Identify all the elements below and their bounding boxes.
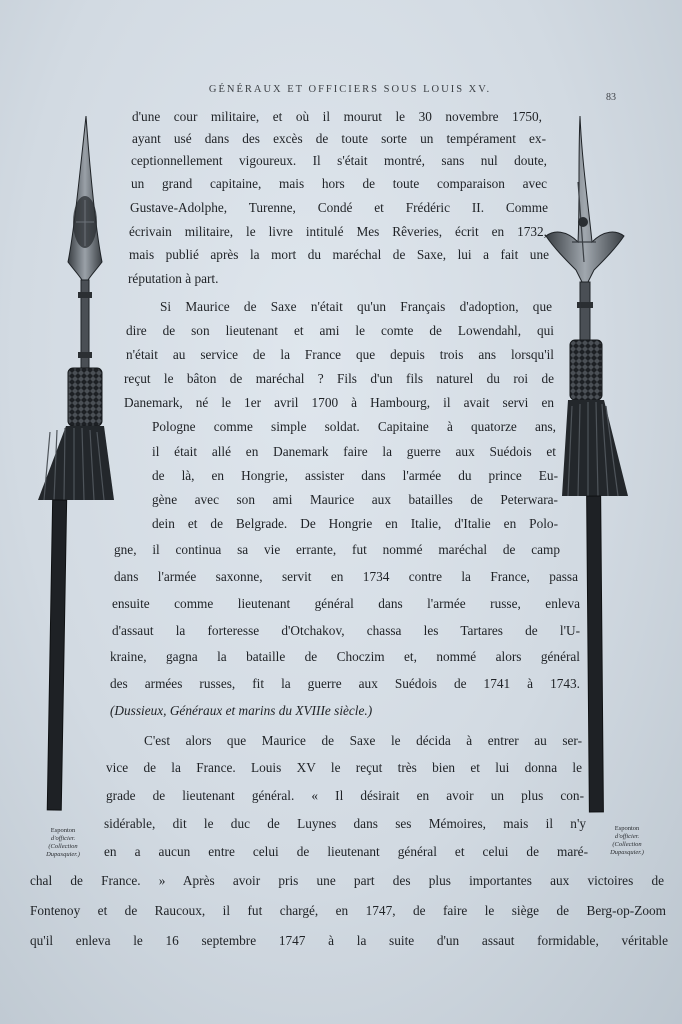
running-title: GÉNÉRAUX ET OFFICIERS SOUS LOUIS XV. xyxy=(208,84,492,95)
text-line: Pologne comme simple soldat. Capitaine à quatorze ans, xyxy=(152,419,556,434)
text-line: (Dussieux, Généraux et marins du XVIIIe siècle.) xyxy=(110,703,373,718)
text-line: kraine, gagna la bataille de Choczim et, nommé alors général xyxy=(110,649,580,664)
right-caption-owner: Dupasquier.) xyxy=(610,849,644,856)
right-spear-tassel xyxy=(562,340,628,496)
text-line: grade de lieutenant général. « Il désirait en avoir un plus con- xyxy=(106,788,584,803)
text-line: Si Maurice de Saxe n'était qu'un Français d'adoption, que xyxy=(160,299,552,314)
right-spear-shaft xyxy=(587,496,604,812)
text-line: des armées russes, fit la guerre aux Suédois de 1741 à 1743. xyxy=(110,676,580,691)
text-line: d'une cour militaire, et où il mourut le 30 novembre 1750, xyxy=(132,109,542,124)
text-line: ayant usé dans des excès de toute sorte un tempérament ex- xyxy=(132,131,546,146)
text-line: ensuite comme lieutenant général dans l'armée russe, enleva xyxy=(112,596,580,611)
left-caption xyxy=(28,827,98,859)
text-line: reçut le bâton de maréchal ? Fils d'un fils naturel du roi de xyxy=(124,371,554,386)
text-line: un grand capitaine, mais hors de toute comparaison avec xyxy=(131,176,547,191)
text-line: vice de la France. Louis XV le reçut très bien et lui donna le xyxy=(106,760,582,775)
left-caption-name: Esponton xyxy=(50,827,76,834)
text-line: il était allé en Danemark faire la guerre aux Suédois et xyxy=(152,444,556,459)
right-spear-blade xyxy=(546,116,624,282)
text-line: écrivain militaire, le livre intitulé Mes Rêveries, écrit en 1732, xyxy=(129,224,547,239)
text-line: n'était au service de la France que depuis trois ans lorsqu'il xyxy=(126,347,554,362)
right-caption-desc: d'officier. xyxy=(614,833,640,840)
page-number: 83 xyxy=(606,92,616,103)
text-line: d'assaut la forteresse d'Otchakov, chassa les Tartares de l'U- xyxy=(112,623,580,638)
text-line: dire de son lieutenant et ami le comte de Lowendahl, qui xyxy=(126,323,554,338)
text-line: en a aucun entre celui de lieutenant général et celui de maré- xyxy=(104,844,588,859)
left-spear-shaft xyxy=(47,500,66,810)
left-caption-owner: Dupasquier.) xyxy=(46,851,80,858)
left-spear-blade xyxy=(68,116,102,280)
left-caption-collection: (Collection xyxy=(48,843,78,850)
right-caption xyxy=(592,825,662,857)
text-line: de là, en Hongrie, assister dans l'armée du prince Eu- xyxy=(152,468,558,483)
left-spear-tassel xyxy=(38,368,114,500)
text-line: dein et de Belgrade. De Hongrie en Italie, d'Italie en Polo- xyxy=(152,516,558,531)
text-line: Gustave-Adolphe, Turenne, Condé et Frédéric II. Comme xyxy=(130,200,548,215)
right-caption-collection: (Collection xyxy=(612,841,642,848)
right-spear-socket xyxy=(577,282,593,342)
text-line: qu'il enleva le 16 septembre 1747 à la suite d'un assaut formidable, véritable xyxy=(30,933,668,948)
text-line: sidérable, dit le duc de Luynes dans ses Mémoires, mais il n'y xyxy=(104,816,586,831)
text-line: dans l'armée saxonne, servit en 1734 contre la France, passa xyxy=(114,569,578,584)
left-spontoon-illustration xyxy=(30,112,120,822)
text-line: Danemark, né le 1er avril 1700 à Hambourg, il avait servi en xyxy=(124,395,554,410)
text-line: gne, il continua sa vie errante, fut nommé maréchal de camp xyxy=(114,542,560,557)
text-line: mais publié après la mort du maréchal de Saxe, lui a fait une xyxy=(129,247,549,262)
left-caption-desc: d'officier. xyxy=(50,835,76,842)
text-line: gène avec son ami Maurice aux batailles de Peterwara- xyxy=(152,492,558,507)
text-line: réputation à part. xyxy=(128,271,219,286)
text-line: C'est alors que Maurice de Saxe le décida à entrer au ser- xyxy=(144,733,582,748)
text-line: chal de France. » Après avoir pris une part des plus importantes aux victoires de xyxy=(30,873,664,888)
right-caption-name: Esponton xyxy=(614,825,640,832)
text-line: ceptionnellement vigoureux. Il s'était montré, sans nul doute, xyxy=(131,153,547,168)
left-spear-socket xyxy=(78,280,92,370)
text-line: Fontenoy et de Raucoux, il fut chargé, en 1747, de faire le siège de Berg-op-Zoom xyxy=(30,903,666,918)
